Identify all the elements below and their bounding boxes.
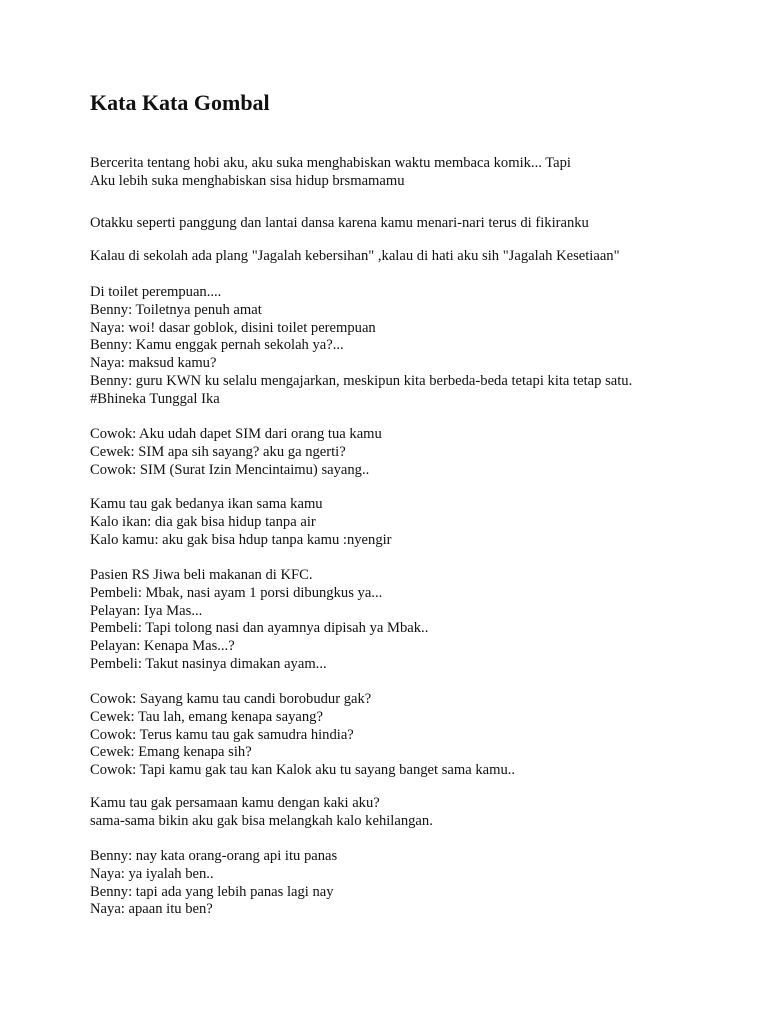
text-line: Pembeli: Takut nasinya dimakan ayam...	[90, 655, 327, 672]
text-line: Naya: woi! dasar goblok, disini toilet perempuan	[90, 319, 376, 336]
text-line: Kamu tau gak persamaan kamu dengan kaki aku?	[90, 795, 380, 811]
text-line: Pasien RS Jiwa beli makanan di KFC.	[90, 567, 313, 583]
text-line: Cowok: SIM (Surat Izin Mencintaimu) sayang..	[90, 461, 370, 478]
text-line: Bercerita tentang hobi aku, aku suka menghabiskan waktu membaca komik... Tapi	[90, 155, 571, 171]
paragraph	[90, 691, 515, 780]
text-line: #Bhineka Tunggal Ika	[90, 390, 220, 407]
text-line: Naya: ya iyalah ben..	[90, 865, 214, 882]
text-line: Kalo ikan: dia gak bisa hidup tanpa air	[90, 513, 316, 530]
text-line: Pelayan: Kenapa Mas...?	[90, 638, 235, 655]
text-line: sama-sama bikin aku gak bisa melangkah kalo kehilangan.	[90, 812, 433, 829]
paragraph	[90, 496, 392, 549]
document-title: Kata Kata Gombal	[90, 90, 270, 115]
text-line: Benny: nay kata orang-orang api itu panas	[90, 848, 338, 864]
text-line: Pelayan: Iya Mas...	[90, 602, 203, 619]
text-line: Cowok: Sayang kamu tau candi borobudur gak?	[90, 691, 372, 707]
paragraph	[90, 215, 589, 233]
text-line: Pembeli: Mbak, nasi ayam 1 porsi dibungkus ya...	[90, 584, 383, 601]
paragraph	[90, 567, 428, 674]
text-line: Aku lebih suka menghabiskan sisa hidup brsmamamu	[90, 172, 405, 189]
text-line: Cewek: Tau lah, emang kenapa sayang?	[90, 708, 323, 725]
text-line: Kalo kamu: aku gak bisa hdup tanpa kamu :nyengir	[90, 531, 392, 548]
text-line: Naya: apaan itu ben?	[90, 901, 213, 918]
paragraph	[90, 284, 632, 409]
text-line: Benny: guru KWN ku selalu mengajarkan, meskipun kita berbeda-beda tetapi kita tetap satu.	[90, 372, 633, 389]
text-line: Kalau di sekolah ada plang "Jagalah kebersihan" ,kalau di hati aku sih "Jagalah Kesetiaan"	[90, 248, 620, 264]
paragraph	[90, 795, 433, 831]
paragraph	[90, 848, 337, 919]
text-line: Benny: Kamu enggak pernah sekolah ya?...	[90, 337, 344, 354]
text-line: Otakku seperti panggung dan lantai dansa karena kamu menari-nari terus di fikiranku	[90, 215, 589, 231]
text-line: Cewek: SIM apa sih sayang? aku ga ngerti?	[90, 443, 346, 460]
text-line: Di toilet perempuan....	[90, 284, 222, 300]
text-line: Cewek: Emang kenapa sih?	[90, 744, 252, 761]
text-line: Pembeli: Tapi tolong nasi dan ayamnya dipisah ya Mbak..	[90, 620, 429, 637]
paragraph	[90, 248, 620, 266]
paragraph	[90, 155, 571, 191]
text-line: Kamu tau gak bedanya ikan sama kamu	[90, 496, 323, 512]
paragraph	[90, 426, 382, 479]
text-line: Cowok: Terus kamu tau gak samudra hindia?	[90, 726, 354, 743]
text-line: Cowok: Aku udah dapet SIM dari orang tua kamu	[90, 426, 382, 442]
text-line: Benny: Toiletnya penuh amat	[90, 301, 262, 318]
text-line: Cowok: Tapi kamu gak tau kan Kalok aku tu sayang banget sama kamu..	[90, 762, 516, 779]
text-line: Naya: maksud kamu?	[90, 355, 217, 372]
text-line: Benny: tapi ada yang lebih panas lagi nay	[90, 883, 334, 900]
